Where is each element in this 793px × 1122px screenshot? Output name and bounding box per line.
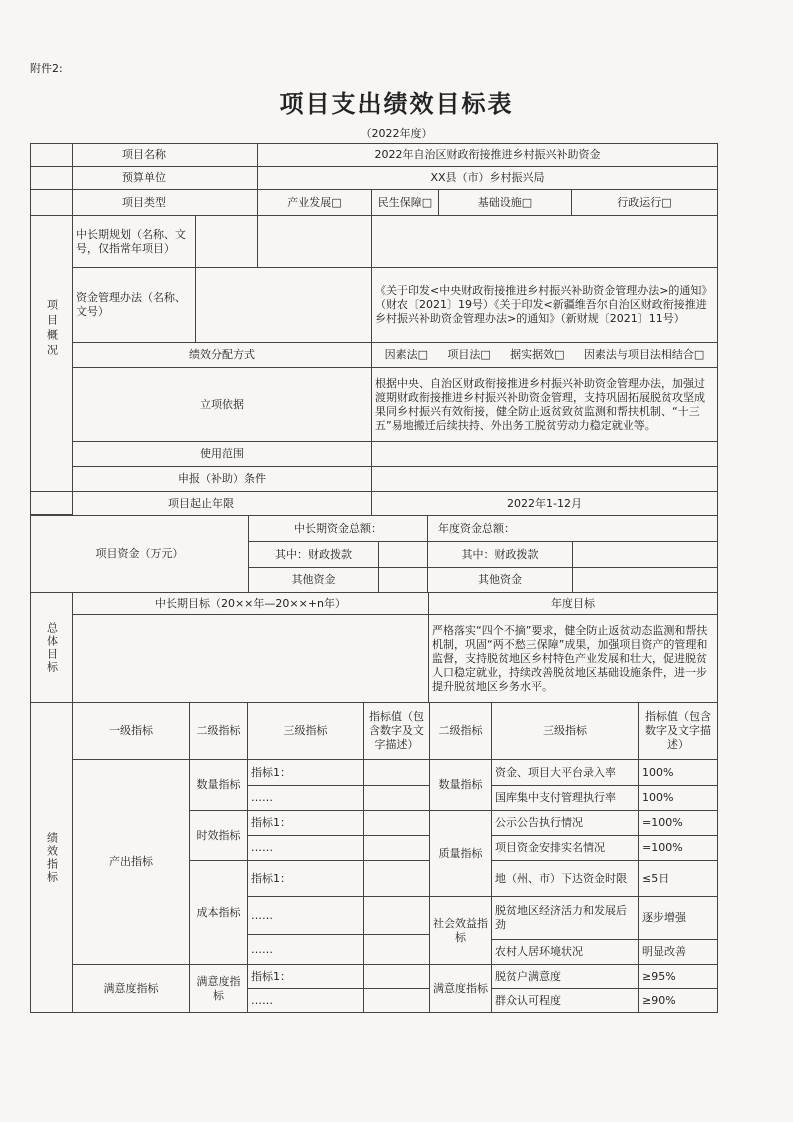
right-indicator-value: =100% xyxy=(638,810,718,836)
header-value-right: 指标值（包含数字及文字描述） xyxy=(638,702,718,760)
alloc-options xyxy=(371,342,718,368)
left-indicator: 指标1： xyxy=(247,964,364,989)
left-indicator-value xyxy=(363,785,430,811)
alloc-option: 项目法□ xyxy=(447,348,491,361)
left-indicator: 指标1： xyxy=(247,810,364,836)
overall-label: 总体目标 xyxy=(30,592,73,703)
right-indicator: 农村人居环境状况 xyxy=(491,939,639,965)
funds-mgmt-label: 资金管理办法（名称、文号） xyxy=(72,267,196,343)
right-indicator: 脱贫地区经济活力和发展后劲 xyxy=(491,896,639,940)
basis-label: 立项依据 xyxy=(72,367,372,442)
left-indicator: 指标1： xyxy=(247,860,364,897)
annual-total-label: 年度资金总额： xyxy=(427,515,718,542)
left-indicator-value xyxy=(363,860,430,897)
right-indicator: 资金、项目大平台录入率 xyxy=(491,759,639,786)
left-indicator: …… xyxy=(247,896,364,935)
right-indicator: 群众认可程度 xyxy=(491,988,639,1013)
type-option: 行政运行□ xyxy=(571,189,718,216)
left-indicator: …… xyxy=(247,785,364,811)
annual-other-label: 其他资金 xyxy=(427,567,573,593)
right-indicator: 国库集中支付管理执行率 xyxy=(491,785,639,811)
project-type-label: 项目类型 xyxy=(30,189,258,216)
left-indicator-value xyxy=(363,988,430,1013)
alloc-option: 因素法与项目法相结合□ xyxy=(583,348,705,361)
condition-value xyxy=(371,466,718,492)
right-indicator-value: 100% xyxy=(638,759,718,786)
right-indicator: 地（州、市）下达资金时限 xyxy=(491,860,639,897)
left-indicator-value xyxy=(363,810,430,836)
funds-mgmt-cell xyxy=(195,267,372,343)
left-timeliness: 时效指标 xyxy=(189,810,248,861)
left-indicator: …… xyxy=(247,835,364,861)
annual-goal-value: 严格落实“四个不摘”要求，健全防止返贫动态监测和帮扶机制，巩固“两不愁三保障”成果，加强项目资产的管理和监督，支持脱贫地区乡村特色产业发展和壮大，促进脱贫人口稳定就业，持续改善脱贫地区基础设施条件，进一步提升脱贫地区乡务水平。 xyxy=(428,614,718,703)
header-value: 指标值（包含数字及文字描述） xyxy=(363,702,430,760)
attachment-label: 附件2: xyxy=(30,62,63,75)
plan-cell xyxy=(257,215,372,268)
scope-label: 使用范围 xyxy=(72,441,372,467)
right-social: 社会效益指标 xyxy=(429,896,492,965)
left-indicator-value xyxy=(363,835,430,861)
alloc-option: 据实据效□ xyxy=(510,348,565,361)
budget-unit-label: 预算单位 xyxy=(30,166,258,190)
budget-unit-value: XX县（市）乡村振兴局 xyxy=(257,166,718,190)
left-quantity: 数量指标 xyxy=(189,759,248,811)
right-quantity: 数量指标 xyxy=(429,759,492,811)
annual-other-value xyxy=(572,567,718,593)
period-value: 2022年1-12月 xyxy=(371,491,718,516)
left-indicator: 指标1： xyxy=(247,759,364,786)
period-label: 项目起止年限 xyxy=(30,491,372,516)
mid-total-label: 中长期资金总额： xyxy=(248,515,428,542)
mid-goal-label: 中长期目标（20××年—20××+n年） xyxy=(72,592,429,615)
plan-cell xyxy=(195,215,258,268)
right-indicator: 公示公告执行情况 xyxy=(491,810,639,836)
left-indicator-value xyxy=(363,759,430,786)
right-indicator-value: ≥90% xyxy=(638,988,718,1013)
left-indicator: …… xyxy=(247,934,364,965)
right-indicator: 项目资金安排实名情况 xyxy=(491,835,639,861)
header-level2-right: 二级指标 xyxy=(429,702,492,760)
annual-fiscal-label: 其中：财政拨款 xyxy=(427,541,573,568)
scope-value xyxy=(371,441,718,467)
project-name-label: 项目名称 xyxy=(30,143,258,167)
header-level1: 一级指标 xyxy=(72,702,190,760)
project-name-value: 2022年自治区财政衔接推进乡村振兴补助资金 xyxy=(257,143,718,167)
annual-goal-label: 年度目标 xyxy=(428,592,718,615)
type-option: 产业发展□ xyxy=(257,189,372,216)
header-level3-right: 三级指标 xyxy=(491,702,639,760)
type-option: 基础设施□ xyxy=(438,189,572,216)
right-indicator-value: 明显改善 xyxy=(638,939,718,965)
satisfaction-indicator-label: 满意度指标 xyxy=(72,964,190,1013)
mid-goal-value xyxy=(72,614,429,703)
year-label: （2022年度） xyxy=(360,127,433,140)
left-indicator-value xyxy=(363,934,430,965)
funds-mgmt-value: 《关于印发<中央财政衔接推进乡村振兴补助资金管理办法>的通知》（财农〔2021〕19号）《关于印发<新疆维吾尔自治区财政衔接推进乡村振兴补助资金管理办法>的通知》（新财规〔2021〕11号） xyxy=(371,267,718,343)
right-indicator-value: =100% xyxy=(638,835,718,861)
plan-label: 中长期规划（名称、文号，仅指常年项目） xyxy=(72,215,196,268)
mid-fiscal-value xyxy=(378,541,428,568)
annual-fiscal-value xyxy=(572,541,718,568)
indicators-label: 绩效指标 xyxy=(30,702,73,1013)
plan-value xyxy=(371,215,718,268)
output-indicator-label: 产出指标 xyxy=(72,759,190,965)
type-option: 民生保障□ xyxy=(371,189,439,216)
right-indicator-value: ≤5日 xyxy=(638,860,718,897)
basis-value: 根据中央、自治区财政衔接推进乡村振兴补助资金管理办法，加强过渡期财政衔接推进乡村振兴补助资金管理，支持巩固拓展脱贫攻坚成果同乡村振兴有效衔接，健全防止返贫致贫监测和帮扶机制、“十三五”易地搬迁后续扶持、外出务工脱贫劳动力稳定就业等。 xyxy=(371,367,718,442)
header-level2: 二级指标 xyxy=(189,702,248,760)
right-indicator-value: ≥95% xyxy=(638,964,718,989)
condition-label: 申报（补助）条件 xyxy=(72,466,372,492)
mid-other-value xyxy=(378,567,428,593)
right-indicator-value: 100% xyxy=(638,785,718,811)
right-indicator-value: 逐步增强 xyxy=(638,896,718,940)
left-indicator-value xyxy=(363,964,430,989)
right-indicator: 脱贫户满意度 xyxy=(491,964,639,989)
mid-other-label: 其他资金 xyxy=(248,567,379,593)
left-satisfaction: 满意度指标 xyxy=(189,964,248,1013)
overview-section-label: 项目概况 xyxy=(30,143,73,515)
left-indicator-value xyxy=(363,896,430,935)
page-title: 项目支出绩效目标表 xyxy=(279,90,514,118)
alloc-label: 绩效分配方式 xyxy=(72,342,372,368)
alloc-option: 因素法□ xyxy=(384,348,429,361)
left-cost: 成本指标 xyxy=(189,860,248,965)
right-quality: 质量指标 xyxy=(429,810,492,897)
left-indicator: …… xyxy=(247,988,364,1013)
right-satisfaction: 满意度指标 xyxy=(429,964,492,1013)
mid-fiscal-label: 其中：财政拨款 xyxy=(248,541,379,568)
header-level3: 三级指标 xyxy=(247,702,364,760)
funds-label: 项目资金（万元） xyxy=(30,515,249,593)
